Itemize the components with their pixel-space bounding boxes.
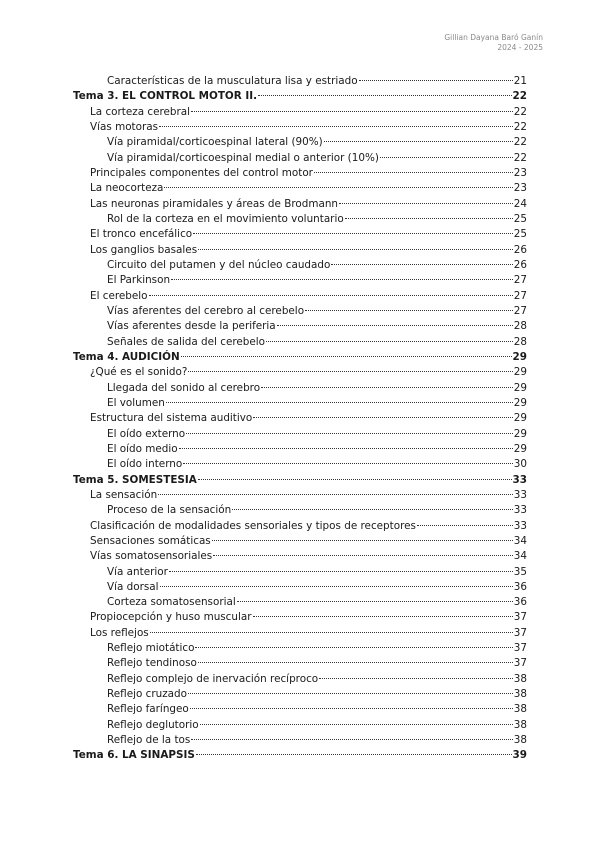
toc-dot-leader — [183, 463, 513, 464]
toc-entry-label: Las neuronas piramidales y áreas de Brodmann — [90, 197, 339, 210]
toc-page-number: 39 — [512, 749, 527, 762]
page-header — [444, 33, 543, 53]
toc-dot-leader — [339, 203, 513, 204]
toc-entry-label: Tema 3. EL CONTROL MOTOR II. — [73, 90, 258, 103]
toc-page-number: 38 — [513, 688, 527, 701]
toc-dot-leader — [166, 402, 513, 403]
toc-page-number: 22 — [513, 105, 527, 118]
toc-entry[interactable] — [73, 105, 527, 120]
toc-dot-leader — [277, 325, 513, 326]
toc-entry[interactable] — [73, 197, 527, 212]
toc-entry-label: Reflejo de la tos — [107, 734, 191, 747]
toc-entry-label: Vía piramidal/corticoespinal lateral (90%) — [107, 136, 323, 149]
toc-page-number: 29 — [512, 350, 527, 363]
toc-dot-leader — [213, 555, 513, 556]
toc-dot-leader — [179, 448, 513, 449]
toc-entry[interactable] — [73, 166, 527, 181]
toc-entry[interactable] — [73, 519, 527, 534]
toc-entry-label: Clasificación de modalidades sensoriales y tipos de receptores — [90, 519, 416, 532]
toc-entry[interactable] — [73, 457, 527, 472]
toc-entry[interactable] — [73, 151, 527, 166]
toc-entry-label: Reflejo deglutorio — [107, 718, 199, 731]
toc-dot-leader — [181, 356, 512, 357]
toc-entry-label: Los reflejos — [90, 626, 149, 639]
toc-dot-leader — [314, 172, 513, 173]
toc-dot-leader — [266, 341, 513, 342]
toc-entry-label: Vía anterior — [107, 565, 168, 578]
toc-dot-leader — [380, 157, 513, 158]
toc-dot-leader — [169, 571, 513, 572]
toc-page-number: 29 — [513, 381, 527, 394]
toc-entry-label: Llegada del sonido al cerebro — [107, 381, 261, 394]
toc-page-number: 37 — [513, 626, 527, 639]
toc-entry[interactable] — [73, 718, 527, 733]
toc-dot-leader — [261, 387, 513, 388]
toc-page-number: 37 — [513, 642, 527, 655]
toc-entry[interactable] — [73, 135, 527, 150]
toc-entry[interactable] — [73, 565, 527, 580]
toc-entry-label: Vía piramidal/corticoespinal medial o anterior (10%) — [107, 151, 379, 164]
toc-page-number: 26 — [513, 258, 527, 271]
toc-dot-leader — [198, 249, 513, 250]
toc-page-number: 27 — [513, 289, 527, 302]
toc-dot-leader — [212, 540, 513, 541]
toc-entry[interactable] — [73, 319, 527, 334]
toc-entry[interactable] — [73, 503, 527, 518]
toc-page-number: 22 — [512, 90, 527, 103]
toc-chapter-entry[interactable] — [73, 350, 527, 365]
toc-entry[interactable] — [73, 411, 527, 426]
toc-entry[interactable] — [73, 365, 527, 380]
toc-chapter-entry[interactable] — [73, 473, 527, 488]
toc-page-number: 38 — [513, 703, 527, 716]
toc-dot-leader — [191, 111, 513, 112]
toc-entry-label: Señales de salida del cerebelo — [107, 335, 266, 348]
toc-page-number: 22 — [513, 120, 527, 133]
toc-dot-leader — [359, 80, 513, 81]
toc-entry[interactable] — [73, 427, 527, 442]
toc-page-number: 38 — [513, 718, 527, 731]
toc-page-number: 23 — [513, 182, 527, 195]
toc-page-number: 34 — [513, 534, 527, 547]
toc-page-number: 38 — [513, 672, 527, 685]
toc-page-number: 34 — [513, 550, 527, 563]
toc-entry-label: Tema 4. AUDICIÓN — [73, 350, 180, 363]
toc-entry-label: Vías somatosensoriales — [90, 550, 213, 563]
toc-entry-label: Estructura del sistema auditivo — [90, 412, 253, 425]
toc-page-number: 33 — [513, 488, 527, 501]
toc-entry[interactable] — [73, 381, 527, 396]
toc-entry-label: El Parkinson — [107, 274, 171, 287]
toc-entry[interactable] — [73, 181, 527, 196]
toc-page-number: 33 — [513, 519, 527, 532]
toc-dot-leader — [149, 295, 513, 296]
toc-entry[interactable] — [73, 304, 527, 319]
toc-page-number: 25 — [513, 228, 527, 241]
toc-dot-leader — [319, 678, 513, 679]
toc-dot-leader — [345, 218, 513, 219]
toc-entry-label: El oído medio — [107, 442, 178, 455]
toc-dot-leader — [150, 632, 513, 633]
toc-page-number: 26 — [513, 243, 527, 256]
toc-dot-leader — [196, 754, 512, 755]
toc-entry[interactable] — [73, 396, 527, 411]
header-year: 2024 - 2025 — [497, 43, 543, 52]
toc-entry-label: Propiocepción y huso muscular — [90, 611, 252, 624]
toc-page-number: 27 — [513, 274, 527, 287]
toc-dot-leader — [198, 479, 512, 480]
toc-dot-leader — [159, 126, 513, 127]
toc-entry[interactable] — [73, 641, 527, 656]
toc-entry-label: Características de la musculatura lisa y estriado — [107, 75, 358, 87]
toc-entry-label: La neocorteza — [90, 182, 164, 195]
toc-entry-label: Proceso de la sensación — [107, 504, 232, 517]
toc-dot-leader — [160, 586, 513, 587]
toc-entry[interactable] — [73, 580, 527, 595]
toc-page-number: 25 — [513, 212, 527, 225]
toc-dot-leader — [237, 601, 513, 602]
toc-dot-leader — [232, 509, 513, 510]
toc-page-number: 28 — [513, 335, 527, 348]
toc-entry-label: Reflejo faríngeo — [107, 703, 189, 716]
toc-entry-label: Rol de la corteza en el movimiento voluntario — [107, 212, 344, 225]
toc-dot-leader — [158, 494, 513, 495]
toc-page-number: 28 — [513, 320, 527, 333]
toc-entry-label: El cerebelo — [90, 289, 148, 302]
toc-page-number: 24 — [513, 197, 527, 210]
toc-page-number: 29 — [513, 427, 527, 440]
toc-entry-label: Vía dorsal — [107, 580, 159, 593]
toc-dot-leader — [164, 187, 512, 188]
toc-entry-label: Sensaciones somáticas — [90, 534, 211, 547]
toc-entry[interactable] — [73, 212, 527, 227]
toc-entry-label: La corteza cerebral — [90, 105, 191, 118]
toc-page-number: 22 — [513, 151, 527, 164]
toc-entry-label: Principales componentes del control motor — [90, 166, 313, 179]
toc-page-number: 38 — [513, 734, 527, 747]
toc-dot-leader — [324, 141, 513, 142]
toc-entry[interactable] — [73, 534, 527, 549]
toc-dot-leader — [190, 708, 513, 709]
toc-dot-leader — [331, 264, 512, 265]
toc-entry-label: Tema 5. SOMESTESIA — [73, 473, 197, 486]
toc-entry[interactable] — [73, 672, 527, 687]
toc-page-number: 29 — [513, 442, 527, 455]
toc-dot-leader — [198, 662, 513, 663]
toc-entry[interactable] — [73, 442, 527, 457]
toc-entry-label: Circuito del putamen y del núcleo caudado — [107, 258, 331, 271]
toc-page-number: 36 — [513, 580, 527, 593]
toc-entry[interactable] — [73, 273, 527, 288]
toc-entry-label: El oído interno — [107, 458, 183, 471]
toc-page-number: 33 — [513, 504, 527, 517]
toc-page-number: 21 — [513, 75, 527, 87]
toc-entry[interactable] — [73, 227, 527, 242]
toc-page-number: 22 — [513, 136, 527, 149]
toc-page-number: 27 — [513, 304, 527, 317]
toc-entry[interactable] — [73, 258, 527, 273]
toc-entry[interactable] — [73, 656, 527, 671]
toc-dot-leader — [253, 616, 513, 617]
toc-entry-label: El tronco encefálico — [90, 228, 193, 241]
toc-dot-leader — [193, 233, 513, 234]
toc-entry-label: Reflejo cruzado — [107, 688, 187, 701]
toc-dot-leader — [186, 433, 513, 434]
toc-page-number: 30 — [513, 458, 527, 471]
toc-dot-leader — [200, 724, 513, 725]
toc-entry[interactable] — [73, 335, 527, 350]
toc-entry-label: El oído externo — [107, 427, 186, 440]
toc-page-number: 23 — [513, 166, 527, 179]
toc-entry-label: Vías aferentes desde la periferia — [107, 320, 276, 333]
toc-chapter-entry[interactable] — [73, 748, 527, 763]
toc-page-number: 29 — [513, 366, 527, 379]
toc-page-number: 35 — [513, 565, 527, 578]
toc-entry-label: El volumen — [107, 396, 165, 409]
toc-page-number: 36 — [513, 596, 527, 609]
toc-page-number: 29 — [513, 396, 527, 409]
toc-entry-label: Reflejo complejo de inervación recíproco — [107, 672, 319, 685]
toc-entry[interactable] — [73, 687, 527, 702]
toc-page-number: 33 — [512, 473, 527, 486]
toc-dot-leader — [417, 525, 513, 526]
toc-dot-leader — [188, 693, 513, 694]
toc-entry-label: Vías motoras — [90, 120, 159, 133]
toc-entry-label: La sensación — [90, 488, 158, 501]
header-author: Gillian Dayana Baró Ganín — [444, 33, 543, 42]
toc-entry[interactable] — [73, 733, 527, 748]
toc-entry[interactable] — [73, 702, 527, 717]
toc-dot-leader — [191, 739, 512, 740]
toc-page-number: 37 — [513, 611, 527, 624]
toc-entry[interactable] — [73, 488, 527, 503]
toc-dot-leader — [258, 95, 511, 96]
toc-chapter-entry[interactable] — [73, 89, 527, 104]
toc-entry[interactable] — [73, 243, 527, 258]
table-of-contents — [73, 74, 527, 764]
toc-entry[interactable] — [73, 74, 527, 89]
toc-entry-label: ¿Qué es el sonido? — [90, 366, 188, 379]
toc-entry[interactable] — [73, 549, 527, 564]
toc-entry-label: Corteza somatosensorial — [107, 596, 236, 609]
toc-entry[interactable] — [73, 120, 527, 135]
toc-entry-label: Tema 6. LA SINAPSIS — [73, 749, 195, 762]
toc-entry[interactable] — [73, 610, 527, 625]
toc-entry-label: Los ganglios basales — [90, 243, 198, 256]
toc-entry[interactable] — [73, 289, 527, 304]
toc-entry-label: Reflejo tendinoso — [107, 657, 197, 670]
toc-entry[interactable] — [73, 595, 527, 610]
toc-page-number: 37 — [513, 657, 527, 670]
toc-entry-label: Reflejo miotático — [107, 642, 195, 655]
toc-page-number: 29 — [513, 412, 527, 425]
toc-dot-leader — [253, 417, 512, 418]
toc-dot-leader — [305, 310, 513, 311]
toc-dot-leader — [195, 647, 512, 648]
toc-entry-label: Vías aferentes del cerebro al cerebelo — [107, 304, 305, 317]
toc-entry[interactable] — [73, 626, 527, 641]
toc-dot-leader — [171, 279, 513, 280]
toc-dot-leader — [188, 371, 512, 372]
